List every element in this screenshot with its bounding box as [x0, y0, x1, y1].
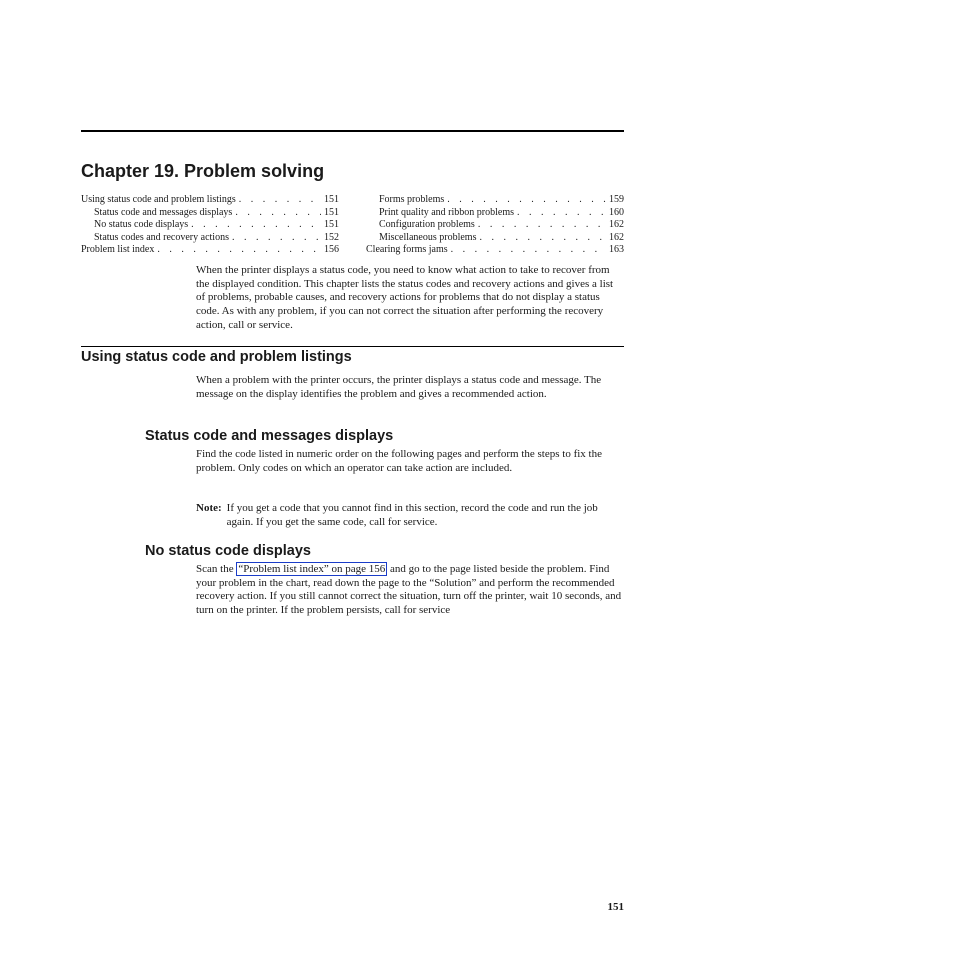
toc-leader-dots [235, 207, 321, 220]
toc-entry-label: Status codes and recovery actions [94, 231, 229, 243]
toc-leader-dots [479, 232, 606, 245]
toc-entry[interactable] [366, 244, 624, 257]
toc-entry-page: 160 [609, 206, 624, 218]
toc-entry-page: 162 [609, 219, 624, 231]
toc-entry-label: Problem list index [81, 244, 155, 256]
toc-entry-page: 151 [324, 206, 339, 218]
toc-entry-page: 151 [324, 194, 339, 205]
toc-leader-dots [451, 244, 606, 257]
section-no-status-code-text [196, 563, 624, 618]
chapter-top-rule [81, 130, 624, 132]
no-status-text-after: and go to the page listed beside the problem. Find your problem in the chart, read down the page to the “Solution” and perform the recommended recovery action. If you still cannot correct the situation, turn off the printer, wait 10 seconds, and turn on the printer. If the problem persists, call for service [196, 563, 622, 617]
section-rule [81, 346, 624, 347]
toc-entry[interactable] [81, 194, 339, 207]
note-text: If you get a code that you cannot find in this section, record the code and run the job again. If you get the same code, call for service. [226, 502, 598, 528]
toc-entry-label: Miscellaneous problems [379, 231, 477, 243]
toc-entry[interactable] [81, 207, 339, 220]
toc-leader-dots [191, 219, 321, 232]
toc-right-column [366, 194, 624, 257]
toc-entry[interactable] [81, 244, 339, 257]
section-heading-using-status-code: Using status code and problem listings [81, 349, 352, 365]
chapter-title: Chapter 19. Problem solving [81, 161, 325, 181]
section-using-status-code-text: When a problem with the printer occurs, the printer displays a status code and message. The message on the display identifies the problem and gives a recommended action. [196, 374, 602, 400]
toc-entry-page: 162 [609, 231, 624, 243]
section-heading-status-code-messages: Status code and messages displays [145, 428, 394, 444]
toc-entry-page: 163 [609, 244, 624, 256]
toc-leader-dots [232, 232, 321, 245]
toc-entry[interactable] [81, 219, 339, 232]
toc-leader-dots [517, 207, 606, 220]
toc-entry[interactable] [366, 219, 624, 232]
toc-entry-label: Status code and messages displays [94, 206, 233, 218]
toc-entry-page: 151 [324, 219, 339, 231]
toc-entry[interactable] [366, 194, 624, 207]
section-status-code-messages-text: Find the code listed in numeric order on the following pages and perform the steps to fix the problem. Only codes on which an operator can take action are included. [196, 448, 602, 474]
toc-leader-dots [157, 244, 321, 257]
problem-list-index-link[interactable]: “Problem list index” on page 156 [238, 563, 386, 575]
toc-entry-label: Configuration problems [379, 219, 475, 231]
note-block [196, 502, 624, 529]
toc-entry-label: Clearing forms jams [366, 244, 448, 256]
toc-entry[interactable] [81, 232, 339, 245]
toc-entry-label: Using status code and problem listings [81, 194, 236, 205]
intro-paragraph: When the printer displays a status code, you need to know what action to take to recover from the displayed condition. This chapter lists the status codes and recovery actions and gives a list of problems, probable causes, and recovery actions for problems that do not display a status code. As with any problem, if you can not correct the situation after performing the recovery action, call or service. [196, 264, 614, 331]
toc-entry-label: Forms problems [379, 194, 445, 205]
no-status-text-before: Scan the [196, 563, 237, 575]
toc-entry-label: Print quality and ribbon problems [379, 206, 514, 218]
toc-leader-dots [239, 194, 321, 207]
note-label: Note: [196, 502, 222, 514]
toc-entry-page: 159 [609, 194, 624, 205]
toc-left-column [81, 194, 339, 257]
toc-entry[interactable] [366, 207, 624, 220]
toc-entry-label: No status code displays [94, 219, 189, 231]
toc-entry-page: 156 [324, 244, 339, 256]
toc-entry-page: 152 [324, 231, 339, 243]
toc-leader-dots [478, 219, 606, 232]
toc-entry[interactable] [366, 232, 624, 245]
toc-leader-dots [447, 194, 606, 207]
page-number: 151 [607, 901, 624, 913]
section-heading-no-status-code: No status code displays [145, 543, 311, 559]
